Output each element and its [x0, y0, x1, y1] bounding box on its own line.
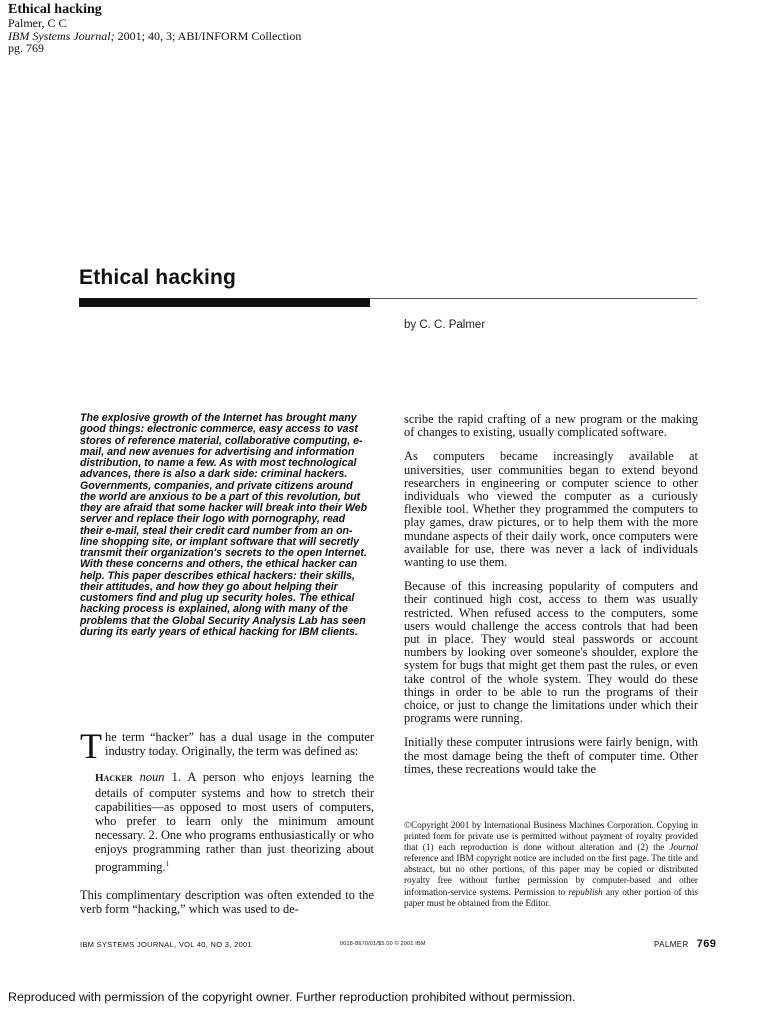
footer-author: PALMER [654, 940, 689, 949]
definition-pos: noun [139, 770, 165, 785]
abstract: The explosive growth of the Internet has brought many good things: electronic commerce, easy access to vast stores of reference material, collaborative computing, e-mail, and new avenues for advertising and information distribution, to name a few. As with most technological advances, there is also a dark side: criminal hackers. Governments, companies, and private citizens around the world are anxious to be a part of this revolution, but they are afraid that some hacker will break into their Web server and replace their logo with pornography, read their e-mail, steal their credit card number from an on-line shopping site, or implant software that will secretly transmit their organization's secrets to the open Internet. With these concerns and others, the ethical hacker can help. This paper describes ethical hackers: their skills, their attitudes, and how they go about helping their customers find and plug up security holes. The ethical hacking process is explained, along with many of the problems that the Global Security Analysis Lab has seen during its early years of ethical hacking for IBM clients. [80, 412, 368, 638]
page-number: 769 [696, 938, 717, 950]
paragraph: As computers became increasingly available at universities, user communities began to extend beyond researchers in engineering or computer science to other individuals who viewed the computer as a curiously flexible tool. Whether they programmed the computers to play games, draw pictures, or to help them with the more mundane aspects of their daily work, once computers were available for use, there was never a lack of individuals wanting to use them. [404, 449, 698, 570]
drop-cap: T [80, 726, 102, 766]
paragraph: scribe the rapid crafting of a new program or the making of changes to existing, usually complicated software. [404, 412, 698, 440]
paragraph: Because of this increasing popularity of computers and their continued high cost, access to them was usually restricted. When refused access to the computers, some users would challenge the access controls that had been put in place. They would steal passwords or account numbers by looking over someone's shoulder, explore the system for bugs that might get them past the rules, or even take control of the whole system. They would do these things in order to be able to run the programs of their choice, or just to change the limitations under which their programs were running. [404, 579, 698, 726]
byline: by C. C. Palmer [404, 319, 486, 331]
hacker-definition [95, 770, 374, 874]
footer-page [654, 938, 716, 950]
copyright-journal: Journal [669, 842, 698, 853]
footer-issn: 0018-8670/01/$5.00 © 2001 IBM [340, 941, 426, 947]
definition-text: 1. A person who enjoys learning the details of computer systems and how to stretch their capabilities—as opposed to most users of computers, who prefer to learn only the minimum amount necessary. 2. One who programs enthusiastically or who enjoys programming rather than just theorizing about programming. [95, 770, 374, 874]
footnote-ref: 1 [165, 859, 170, 868]
copyright-text: any other portion of this paper must be obtained from the Editor. [404, 886, 698, 908]
title-rule-thin [370, 298, 697, 299]
left-column [80, 726, 374, 917]
citation-title: Ethical hacking [8, 2, 102, 17]
intro-paragraph [80, 726, 374, 766]
article-title: Ethical hacking [79, 266, 237, 289]
definition-headword: Hacker [95, 772, 133, 785]
paragraph: Initially these computer intrusions were fairly benign, with the most damage being the theft of computer time. Other times, these recreations would take the [404, 735, 698, 776]
citation-journal: IBM Systems Journal; [8, 28, 115, 43]
title-rule-thick [79, 298, 370, 307]
intro-text: he term “hacker” has a dual usage in the computer industry today. Originally, the term was defined as: [105, 730, 374, 759]
citation-source [8, 30, 301, 43]
copyright-text: ©Copyright 2001 by International Business Machines Corporation. Copying in printed form for private use is permitted without payment of royalty provided that (1) each reproduction is done without alteration and (2) the [404, 820, 698, 853]
citation-author: Palmer, C C [8, 16, 67, 30]
permission-notice: Reproduced with permission of the copyright owner. Further reproduction prohibited without permission. [8, 990, 576, 1004]
copyright-notice [404, 820, 698, 909]
footer-journal: IBM SYSTEMS JOURNAL, VOL 40, NO 3, 2001 [80, 940, 252, 949]
citation-page: pg. 769 [8, 41, 44, 55]
copyright-republish: republish [568, 886, 603, 897]
citation-header [8, 2, 301, 55]
copyright-text: reference and IBM copyright notice are included on the first page. The title and abstract, but no other portions, of this paper may be copied or distributed royalty free without further permission by computer-based and other information-service systems. Permission to [404, 853, 698, 897]
right-column [404, 413, 698, 787]
citation-details: 2001; 40, 3; ABI/INFORM Collection [114, 28, 302, 43]
paragraph: This complimentary description was often extended to the verb form “hacking,” which was used to de- [80, 887, 374, 917]
